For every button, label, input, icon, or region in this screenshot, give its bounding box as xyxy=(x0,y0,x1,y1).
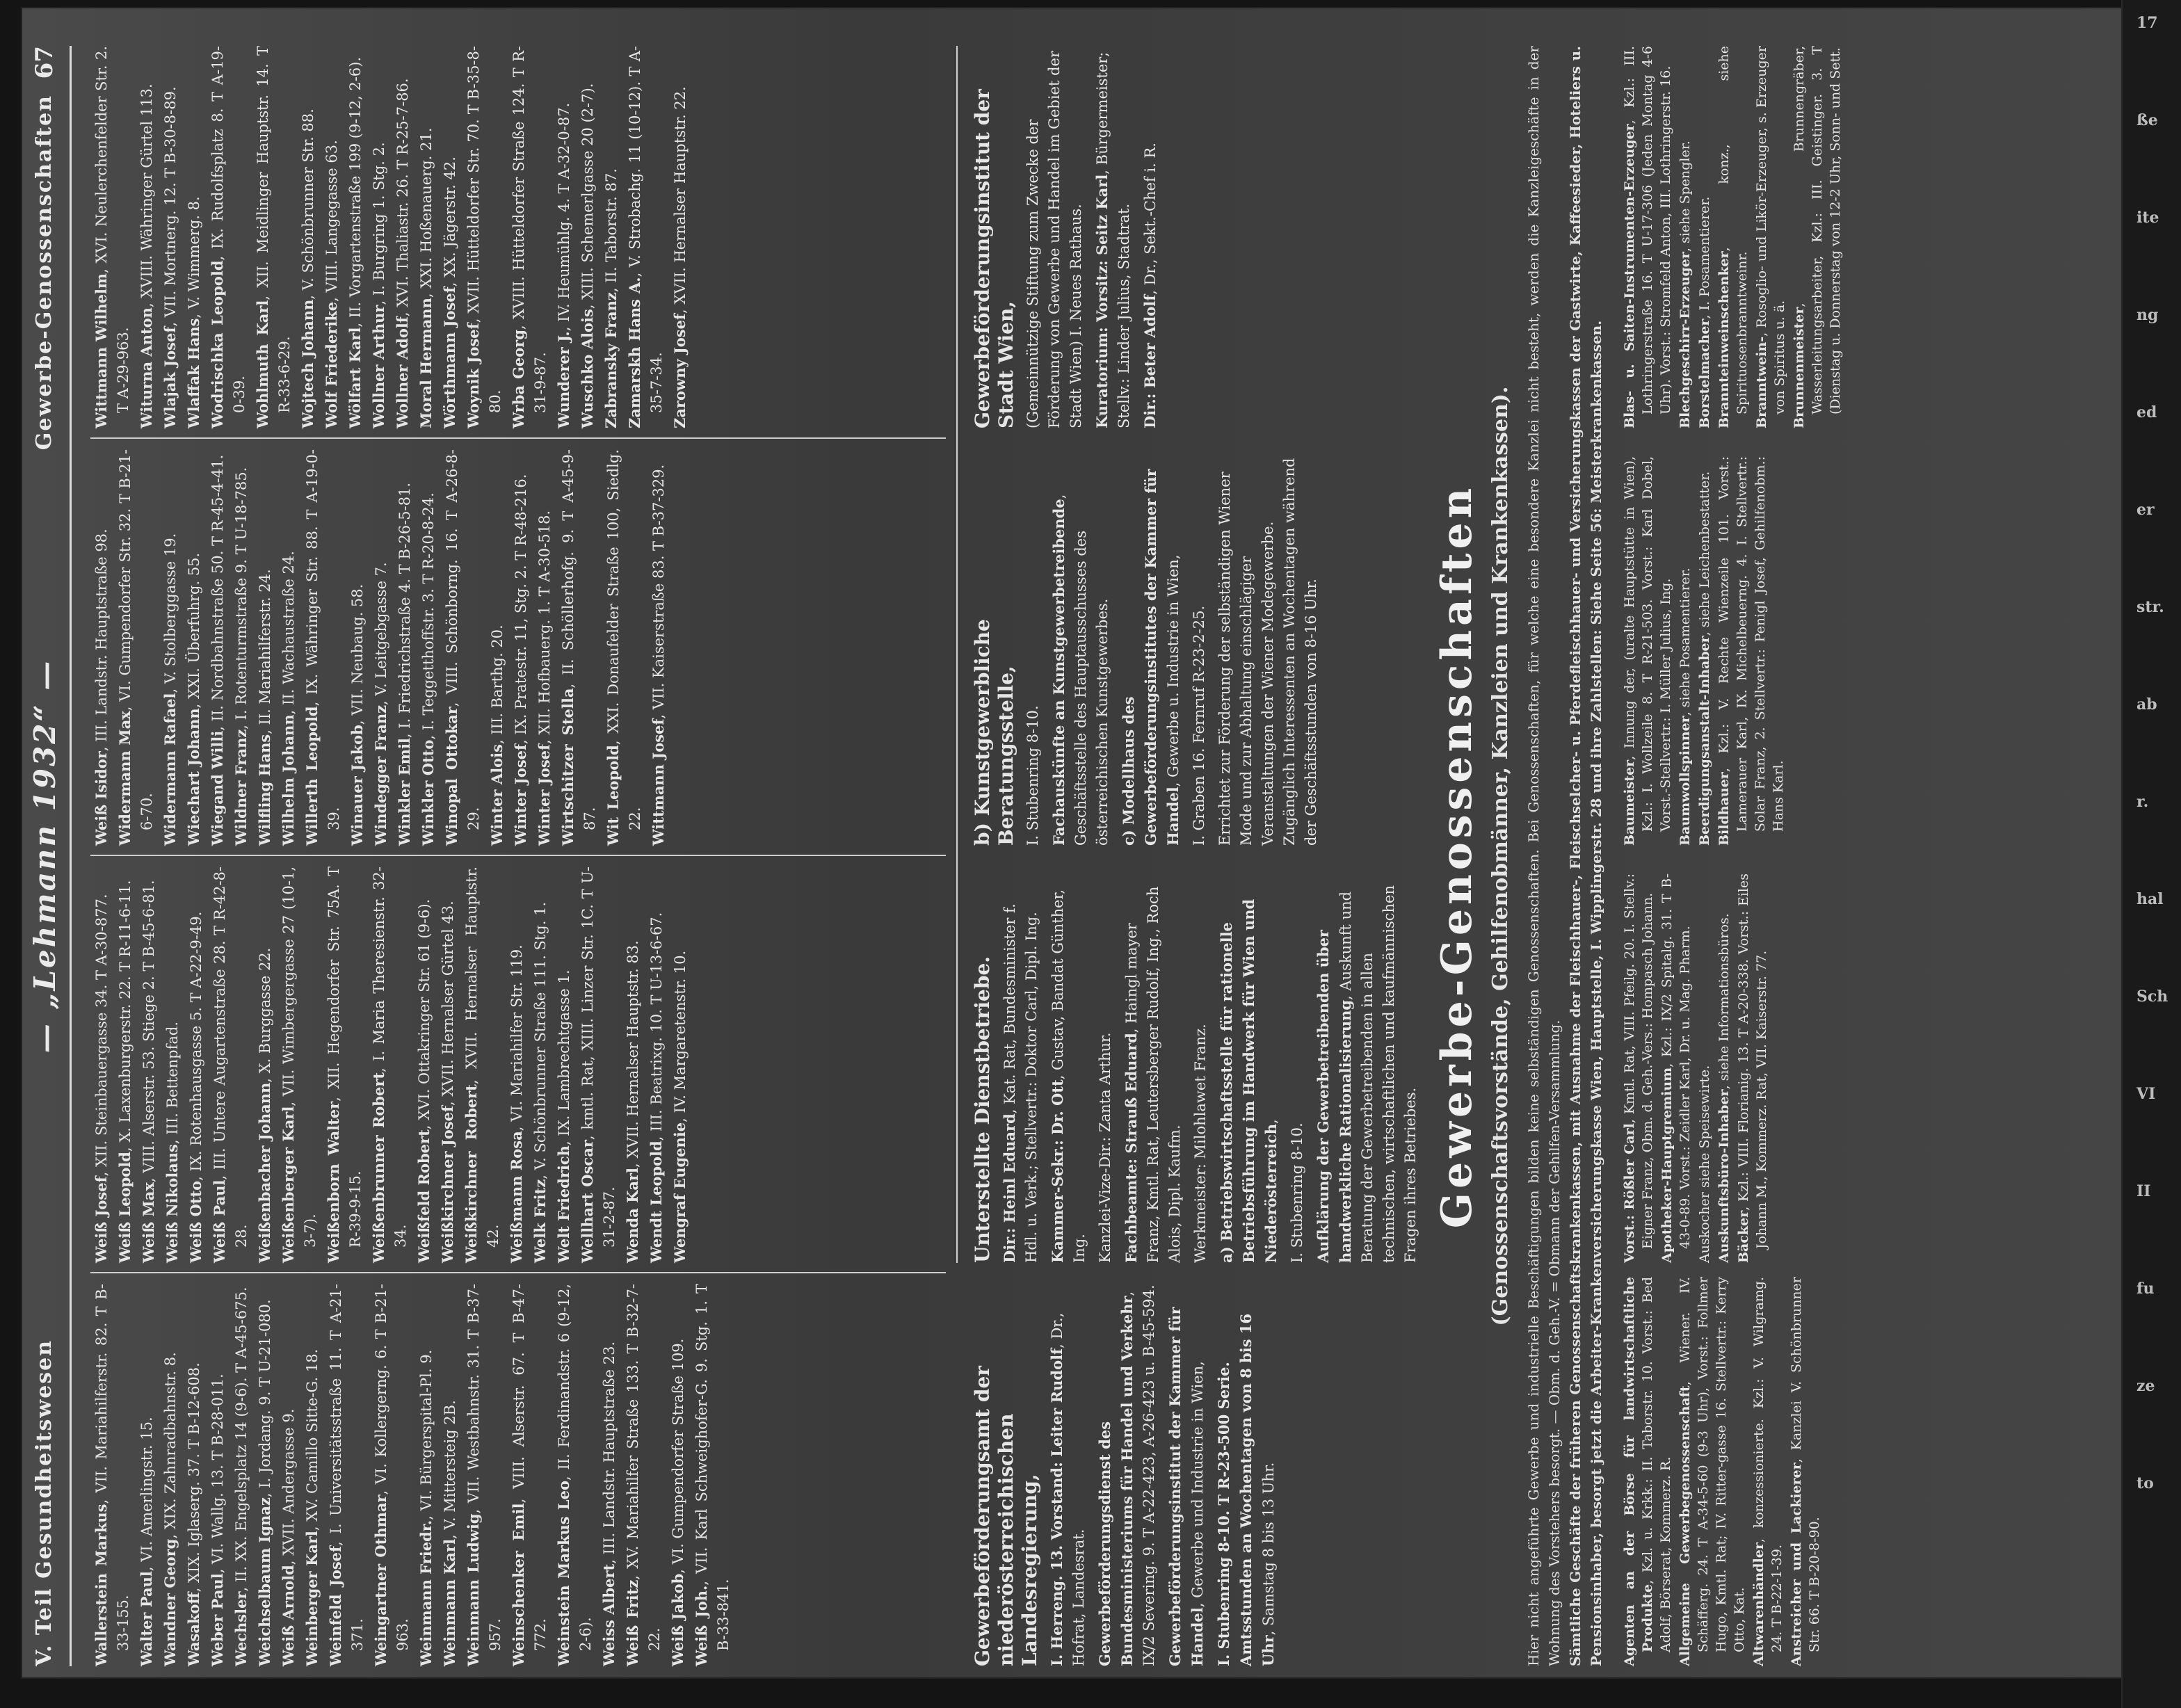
gewerbe-intro xyxy=(1523,46,1607,1666)
listing-entry: Weinschenker Emil, VIII. Alserstr. 67. T B-47-772. xyxy=(510,1283,549,1666)
listing-entry: Wlaffak Hans, V. Wimmerg. 8. xyxy=(185,196,202,428)
listing-entry: Weiß Joh., VII. Karl Schweighofer-G. 9. Stg. 1. T B-33-841. xyxy=(693,1284,732,1666)
listing-entry: Brannteinweinschenker, konz., siehe Spirituosenbranntweinr. xyxy=(1716,46,1750,428)
header-topic: Gewerbe-Genossenschaften xyxy=(32,95,56,451)
listing-entry: Borstelmacher, I. Posamentierer. xyxy=(1697,196,1712,428)
listing-entry: Winter Josef, XII. Hofbauerg. 1. T A-30-518. xyxy=(536,510,553,846)
listing-entry: Wlajak Josef, VII. Mortnerg. 12. T B-30-8-89. xyxy=(161,86,179,428)
listing-entry: I. Stubenring 8-10. T R-23-500 Serie. Amtsstunden an Wochentagen von 8 bis 16 Uhr, Samstag 8 bis 13 Uhr. xyxy=(1215,1313,1277,1666)
adjacent-fragment: er xyxy=(2136,501,2155,519)
gewerbe-title: Gewerbe-Genossenschaften xyxy=(1433,483,1481,1229)
listing-entry: Beerdigungsanstalt-Inhaber, siehe Leichenbestatter. xyxy=(1697,471,1712,846)
listing-entry: a) Betriebswirtschaftsstelle für rationelle Betriebsführung im Handwerk für Wien und Niederösterreich, xyxy=(1218,899,1280,1263)
adjacent-fragment: hal xyxy=(2136,890,2164,908)
adjacent-fragment: ße xyxy=(2136,111,2158,129)
listing-entry: Wiegand Willi, II. Nordbahnstraße 50. T R-45-4-41. xyxy=(209,454,226,846)
listing-entry: Wilhelm Johann, II. Wachaustraße 24. xyxy=(280,551,297,846)
intro-note: Sämtliche Geschäfte der früheren Genossenschaftskrankenkassen, mit Ausnahme der Fleischhauer-, Fleischselcher- u. Pferdefleischhauer- und Versicherungskassen der Gastwirte, Kaffeesieder, Hoteliers u. Pensionsinhaber, besorgt jetzt die Arbeiter-Krankenversicherungskasse Wien, Hauptstelle, I. Wipplingerstr. 28 und ihre Zahlstellen: Siehe Seite 56: Meisterkrankenkassen. xyxy=(1567,46,1604,1666)
column-divider xyxy=(90,855,946,856)
adjacent-fragment: II xyxy=(2136,1182,2151,1200)
listing-entry: Weiß Isidor, III. Landstr. Hauptstraße 98. xyxy=(92,529,110,846)
listing-entry: Wallerstein Markus, VII. Mariahilferstr. 82. T B-33-155. xyxy=(92,1284,131,1666)
section-stadt-wien xyxy=(967,46,1412,428)
adjacent-fragment: ab xyxy=(2136,695,2157,714)
listing-entry: Gewerbeförderungsdienst des Bundesministeriums für Handel und Verkehr, IX/2 Severing. 9. T A-22-423, A-26-423 u. B-45-594. xyxy=(1096,1284,1157,1666)
listing-entry: Weißmann Rosa, VI. Mariahilfer Str. 119. xyxy=(508,944,525,1263)
adjacent-fragment: fu xyxy=(2136,1280,2155,1298)
listing-entry: Blechgeschirr-Erzeuger, siehe Spengler. xyxy=(1677,140,1693,428)
listing-entry: Kuratorium: Vorsitz: Seitz Karl, Bürgermeister; Stellv.: Linder Julius, Stadtrat. xyxy=(1093,51,1132,428)
listing-entry: Welk Fritz, V. Schönbrunner Straße 111. Stg. 1. xyxy=(531,901,549,1263)
column-divider xyxy=(90,437,946,439)
listing-entry: Agenten an der Börse für landwirtschaftliche Produkte, Kzl. u. Krkk.: II. Taborstr. 10. Vorst.: Bed Adolf, Börserat, Kommerz. R. xyxy=(1622,1277,1673,1666)
listing-entry: Weinmann Friedr., VI. Bürgerspital-Pl. 9. xyxy=(417,1349,435,1666)
listing-entry: Willerth Leopold, IX. Währinger Str. 88. T A-19-0-39. xyxy=(303,449,342,846)
listing-entry: Altwarenhändler, konzessionierte. Kzl.: V. Wilgramg. 24. T B-22-1-39. xyxy=(1751,1277,1785,1666)
gewerbe-column-3 xyxy=(1620,456,1789,846)
listing-entry: Gewerbeförderungsinstitut der Kammer für Handel, Gewerbe und Industrie in Wien, xyxy=(1166,1307,1206,1666)
listing-entry: Weinberger Karl, XV. Camillo Sitte-G. 18. xyxy=(303,1348,321,1666)
listing-entry: Zamarskh Hans A., V. Strobachg. 11 (10-12). T A-35-7-34. xyxy=(626,46,665,428)
adjacent-fragment: VI xyxy=(2136,1085,2156,1103)
listing-entry: Auskunftsbüro-Inhaber, siehe Informationsbüros. xyxy=(1716,913,1732,1263)
listing-entry: Auskocher siehe Speisewirte. xyxy=(1697,1065,1712,1263)
gewerbe-column-2 xyxy=(1620,873,1772,1263)
listing-entry: Woynik Josef, XVII. Hütteldorfer Str. 70. T B-35-8-80. xyxy=(465,46,504,428)
listing-entry: Wasakoff, XIX. Iglaserg. 37. T B-12-608. xyxy=(185,1362,202,1666)
listing-entry: Wittmann Wilhelm, XVI. Neulerchenfelder Str. 2. T A-29-963. xyxy=(92,46,131,428)
listing-entry: Wunderer J., IV. Heumühlg. 4. T A-32-0-87. xyxy=(555,102,572,428)
listing-entry: Wenda Karl, XVII. Hernalser Hauptstr. 83. xyxy=(624,940,641,1263)
listing-entry: Weiß Jakob, VI. Gumpendorfer Straße 109. xyxy=(669,1338,686,1666)
listing-entry: Winopal Ottokar, VIII. Schönborng. 16. T A-26-8-29. xyxy=(443,449,482,846)
section-title: b) Kunstgewerbliche Beratungsstelle, xyxy=(971,619,1017,846)
listing-entry: Weiß Fritz, XV. Mariahilfer Straße 133. T B-32-7-22. xyxy=(624,1284,663,1666)
listing-entry: Weinmann Ludwig, VII. Westbahnstr. 31. T B-37-957. xyxy=(465,1284,504,1666)
listing-entry: Dir.: Beter Adolf, Dr., Sekt.-Chef i. R. xyxy=(1141,143,1159,428)
section-title: Gewerbeförderungsamt der niederösterreichischen Landesregierung, xyxy=(971,1365,1041,1666)
listing-entry: I. Graben 16. Fernruf R-23-2-25. xyxy=(1191,605,1207,846)
listing-entry: Weinmann Karl, V. Mittersteig 2B. xyxy=(441,1400,458,1666)
listing-entry: Wölfart Karl, II. Vorgartenstraße 199 (9-12, 2-6). xyxy=(346,56,364,428)
listing-entry: Wilfling Hans, II. Mariahilferstr. 24. xyxy=(256,569,273,846)
header-title: — „Lehmann 1932“ — xyxy=(28,659,62,1054)
listing-entry: Weichselbaum Ignaz, I. Jordang. 9. T U-21-080. xyxy=(256,1299,273,1666)
listing-entry: Wit Leopold, XXI. Donaufelder Straße 100, Siedlg. 22. xyxy=(604,449,643,846)
listing-column-4 xyxy=(90,46,946,428)
adjacent-fragment: ze xyxy=(2136,1377,2155,1395)
listing-entry: Weißenborn Walter, XII. Hegendorfer Str. 75A. T R-39-9-15. xyxy=(325,867,364,1263)
page-header xyxy=(28,46,72,1666)
adjacent-fragment: r. xyxy=(2136,793,2149,811)
listing-entry: Weiß Paul, III. Untere Augartenstraße 28. T R-42-8-28. xyxy=(211,867,250,1263)
adjacent-fragment: ng xyxy=(2136,306,2159,324)
listing-entry: Weiß Josef, XII. Steinbauergasse 34. T A-30-877. xyxy=(92,894,110,1263)
listing-entry: Weber Paul, VI. Wallg. 13. T B-28-011. xyxy=(209,1373,226,1666)
listing-entry: Winauer Jakob, VII. Neubaug. 58. xyxy=(348,583,366,846)
listing-entry: Wohlmuth Karl, XII. Meidlinger Hauptstr. 14. T R-33-6-29. xyxy=(254,46,293,428)
listing-entry: c) Modellhaus des Gewerbeförderungsinstitutes der Kammer für Handel, Gewerbe u. Industrie in Wien, xyxy=(1120,469,1182,846)
section-kunstgewerbe xyxy=(967,456,1412,846)
listing-entry: Brunnenmeister, Brunnengräber, Wasserleitungsarbeiter, Kzl.: III. Geistinger. 3. T (Dienstag u. Donnerstag von 12-2 Uhr, Sonn- und Sett. xyxy=(1792,46,1843,428)
adjacent-fragment: to xyxy=(2136,1474,2154,1492)
listing-entry: Weiß Leopold, X. Laxenburgerstr. 22. T R-11-6-11. xyxy=(116,880,134,1263)
column-divider xyxy=(90,1272,946,1273)
listing-entry: Weißfeld Robert, XVI. Ottakringer Str. 61 (9-6). xyxy=(415,899,433,1263)
listing-entry: Wollner Arthur, I. Burgring 1. Stg. 2. xyxy=(370,142,387,428)
listing-entry: Blas- u. Saiten-Instrumenten-Erzeuger, Kzl.: III. Lothringerstraße 16. T U-17-306 (Jeden Montag 4-6 Uhr). Vorst.: Stromfeld Anton, III. Lothringerstr. 16. xyxy=(1622,46,1673,428)
listing-entry: Winter Josef, IX. Pratestr. 11, Stg. 2. T R-48-216. xyxy=(512,474,529,846)
listing-entry: Walter Paul, VI. Amerlingstr. 15. xyxy=(138,1417,155,1666)
listing-entry: Moral Hermann, XXI. Hoßenauerg. 21. xyxy=(417,127,435,428)
listing-entry: Weißenberger Karl, VII. Wimbergergasse 27 (10-1, 3-7). xyxy=(280,867,319,1263)
listing-entry: Winkler Otto, I. Teggetthoffstr. 3. T R-20-8-24. xyxy=(419,492,437,846)
listing-entry: (Gemeinnützige Stiftung zum Zwecke der Förderung von Gewerbe und Handel im Gebiet der Stadt Wien) I. Neues Rathaus. xyxy=(1024,51,1084,428)
listing-entry: Wellhart Oscar, kmtl. Rat, XIII. Linzer Str. 1C. T U-31-2-87. xyxy=(579,867,618,1263)
listing-entry: Weißenbacher Johann, X. Burggasse 22. xyxy=(256,947,273,1263)
listing-entry: Wrba Georg, XVIII. Hütteldorfer Straße 124. T R-31-9-87. xyxy=(510,46,549,428)
section-lines xyxy=(1046,1277,1280,1666)
listing-entry: Winkler Emil, I. Friedrichstraße 4. T B-26-5-81. xyxy=(396,482,413,846)
section-lines xyxy=(1022,46,1161,428)
section-divider xyxy=(956,46,958,1263)
listing-entry: Errichtet zur Förderung der selbständigen Wiener Mode und zur Abhaltung einschlägiger Veranstaltungen der Wiener Modegewerbe. Zugänglich Interessenten an Wochentagen während der Geschäftsstunden von 8-16 Uhr. xyxy=(1216,458,1319,846)
intro-text: Hier nicht angeführte Gewerbe und industrielle Beschäftigungen bilden keine selbständigen Genossenschaften. Bei Genossenschaften, für welche eine besondere Kanzlei nicht besteht, werden die Kanzleigeschäfte in der Wohnung des Vorstehers besorgt. — Obm. d. Geh.-V. = Obmann der Gehilfen-Versammlung. xyxy=(1525,46,1563,1666)
listing-entry: Windegger Franz, V. Leitgebgasse 7. xyxy=(372,562,389,846)
section-dienstbetriebe xyxy=(967,873,1419,1263)
listing-entry: Wuschko Alois, XIII. Schemerlgasse 20 (2-7). xyxy=(579,83,596,428)
listing-entry: Weinfeld Josef, I. Universitätsstraße 11. T A-21-371. xyxy=(327,1284,366,1666)
listing-entry: Witurna Anton, XVIII. Währinger Gürtel 113. xyxy=(138,83,155,428)
listing-entry: Werkmeister: Milohlawet Franz. xyxy=(1192,1024,1209,1263)
page-number: 67 xyxy=(31,46,58,79)
section-title: Unterstellte Dienstbetriebe. xyxy=(971,956,994,1263)
listing-entry: Weißkirchner Robert, XVII. Hernalser Hauptstr. 42. xyxy=(462,867,501,1263)
listing-entry: Allgemeine Gewerbegenossenschaft, Wiener. IV. Schäfferg. 24. T A-34-5-60 (9-3 Uhr), Vorst.: Follmer Hugo, Kmtl. Rat; IV. Ritter-gasse 16. Stellvertr.: Kerry Otto, Kat. xyxy=(1677,1277,1747,1666)
adjacent-fragment: Sch xyxy=(2136,988,2168,1006)
gewerbe-column-4 xyxy=(1620,46,1846,428)
adjacent-fragment: 17 xyxy=(2136,14,2158,32)
listing-entry: Weinstein Markus Leo, II. Ferdinandstr. 6 (9-12, 2-6). xyxy=(555,1283,594,1666)
listing-entry: Wodrischka Leopold, IX. Rudolfsplatz 8. T A-19-0-39. xyxy=(209,45,248,428)
section-lines xyxy=(999,873,1422,1263)
adjacent-fragment: ite xyxy=(2136,209,2159,227)
listing-entry: Wiechart Johann, XXI. Überfuhrg. 55. xyxy=(185,552,202,846)
listing-entry: Bäcker, Kzl.: VIII. Florianig. 13. T A-20-338. Vorst.: Eiles Johann M., Kommerz. Rat, VII. Kaiserstr. 77. xyxy=(1736,873,1769,1263)
section-gewerbefoerderungsamt xyxy=(967,1277,1412,1666)
listing-entry: Anstreicher und Lackierer, Kanzlei V. Schönbrunner Str. 66. T B-20-8-90. xyxy=(1789,1277,1822,1666)
listing-entry: Wollner Adolf, XVI. Thaliastr. 26. T R-25-7-86. xyxy=(394,78,411,428)
listing-entry: Wandner Georg, XIX. Zahnradbahnstr. 8. xyxy=(161,1352,179,1666)
gewerbe-column-1 xyxy=(1620,1277,1825,1666)
listing-column-1 xyxy=(90,1284,946,1666)
listing-entry: Bildhauer, Kzl.: V. Rechte Wienzeile 101. Vorst.: Lamerauer Karl, IX. Michelbeuerng. 4. I. Stellvertr.: Solar Franz, 2. Stellvertr.: Penigl Josef, Gehilfenobm.: Hans Karl. xyxy=(1716,456,1786,846)
listing-entry: Branntwein-, Rosoglio- und Likör-Erzeuger, s. Erzeuger von Spiritus u. ä. xyxy=(1754,46,1787,428)
listing-entry: Weiß Max, VIII. Alserstr. 53. Stiege 2. T B-45-6-81. xyxy=(140,880,157,1263)
listing-entry: Weiß Otto, IX. Rotenhausgasse 5. T A-22-9-49. xyxy=(187,911,204,1263)
listing-entry: Kammer-Sekr.: Dr. Ott, Gustav, Bandat Günther, Ing. xyxy=(1049,889,1088,1263)
adjacent-fragment: ed xyxy=(2136,403,2157,421)
listing-entry: Winter Alois, III. Barthg. 20. xyxy=(488,625,506,846)
listing-entry: I. Stubenring 8-10. xyxy=(1024,705,1041,846)
section-lines xyxy=(1022,456,1322,846)
listing-entry: Widermann Rafael, V. Stolberggasse 19. xyxy=(161,533,179,846)
listing-entry: Fachauskünfte an Kunstgewerbetreibende, Geschäftsstelle des Hauptausschusses des österreichischen Kunstgewerbes. xyxy=(1050,494,1111,846)
listing-entry: Wengraf Eugenie, IV. Margaretenstr. 10. xyxy=(671,950,689,1263)
listing-entry: Zarowny Josef, XVII. Hernalser Hauptstr. 22. xyxy=(671,86,689,428)
listing-entry: Wittmann Josef, VII. Kaiserstraße 83. T B-37-329. xyxy=(650,464,667,846)
listing-entry: Aufklärung der Gewerbetreibenden über handwerkliche Rationalisierung, Auskunft und Beratung der Gewerbetreibenden in allen technischen, wirtschaftlichen und kaufmännischen Fragen ihres Betriebes. xyxy=(1314,885,1419,1263)
listing-entry: Weiss Albert, III. Landstr. Hauptstraße 23. xyxy=(600,1341,618,1666)
listing-entry: Wendt Leopold, III. Beatrixg. 10. T U-13-6-67. xyxy=(647,912,665,1263)
listing-entry: Wörthmann Josef, XX. Jägerstr. 42. xyxy=(441,156,458,428)
listing-entry: Wolf Friederike, VIII. Langegasse 63. xyxy=(323,140,340,428)
listing-entry: Kanzlei-Vize-Dir.: Zanta Arthur. xyxy=(1097,1032,1113,1263)
section-title: Gewerbeförderungsinstitut der Stadt Wien, xyxy=(971,89,1017,428)
listing-entry: Weißenbrunner Robert, I. Maria Theresienstr. 32-34. xyxy=(370,867,409,1263)
listing-entry: Zabransky Franz, II. Taborstr. 87. xyxy=(602,168,620,428)
listing-column-3 xyxy=(90,449,946,846)
listing-entry: Wirtschitzer Stella, II. Schöllerhofg. 9. T A-45-9-87. xyxy=(559,449,598,846)
listing-entry: Vorst.: Rößler Carl, Kmtl. Rat, VIII. Pfeilg. 20. I. Stellv.: Eigner Franz, Obm. d. Geh.-Vers.: Hompasch Johann. xyxy=(1622,873,1655,1263)
listing-entry: Widermann Max, VI. Gumpendorfer Str. 32. T B-21-6-70. xyxy=(116,449,155,846)
adjacent-fragment: str. xyxy=(2136,598,2164,616)
listing-entry: Wechsler, II. XX. Engelsplatz 14 (9-6). T A-45-675. xyxy=(232,1287,250,1666)
listing-entry: Wildner Franz, I. Rotenturmstraße 9. T U-18-785. xyxy=(232,467,250,846)
listing-entry: Baumeister, Innung der, (uralte Hauptstütte in Wien), Kzl.: I. Wollzeile 8. T R-21-503. Vorst.: Karl Dobel, Vorst.-Stellvertr.: I. Müller Julius, Ing. xyxy=(1622,456,1673,846)
gewerbe-subtitle: (Genossenschaftsvorstände, Gehilfenobmänner, Kanzleien und Krankenkassen). xyxy=(1488,386,1513,1326)
listing-entry: Wojtech Johann, V. Schönbrunner Str. 88. xyxy=(299,108,316,428)
listing-column-2 xyxy=(90,867,946,1263)
listing-entry: Fachbeamte: Strauß Eduard, Haingl mayer Franz, Kmtl. Rat, Leutersberger Rudolf, Ing., Roch Alois, Dipl. Kaufm. xyxy=(1122,886,1183,1263)
listing-entry: Weingartner Othmar, VI. Kollergerng. 6. T B-21-963. xyxy=(372,1284,411,1666)
header-section: V. Teil Gesundheitswesen xyxy=(32,1339,56,1666)
listing-entry: Weißkirchner Josef, XVII. Hernalser Gürtel 43. xyxy=(439,901,456,1263)
listing-entry: I. Stubenring 8-10. xyxy=(1289,1122,1305,1263)
listing-entry: Dir.: Heinl Eduard, Kat. Rat, Bundesminister f. Hdl. u. Verk.; Stellvertr.: Doktor Carl, Dipl. Ing. xyxy=(1001,903,1040,1263)
listing-entry: Baumwollspinner, siehe Posamentierer. xyxy=(1677,567,1693,846)
listing-entry: I. Herreng. 13. Vorstand: Leiter Rudolf, Dr., Hofrat, Landesrat. xyxy=(1048,1312,1087,1666)
listing-entry: Welt Friedrich, IX. Lambrechtgasse 1. xyxy=(555,969,572,1263)
listing-entry: Weiß Arnold, XVII. Andergasse 9. xyxy=(280,1408,297,1666)
listing-entry: Apotheker-Hauptgremium, Kzl.: IX/2 Spitalg. 31. T B-43-0-89. Vorst.: Zeidler Karl, Dr. u. Mag. Pharm. xyxy=(1659,873,1693,1263)
listing-entry: Weiß Nikolaus, III. Bettenpfad. xyxy=(163,1021,181,1263)
